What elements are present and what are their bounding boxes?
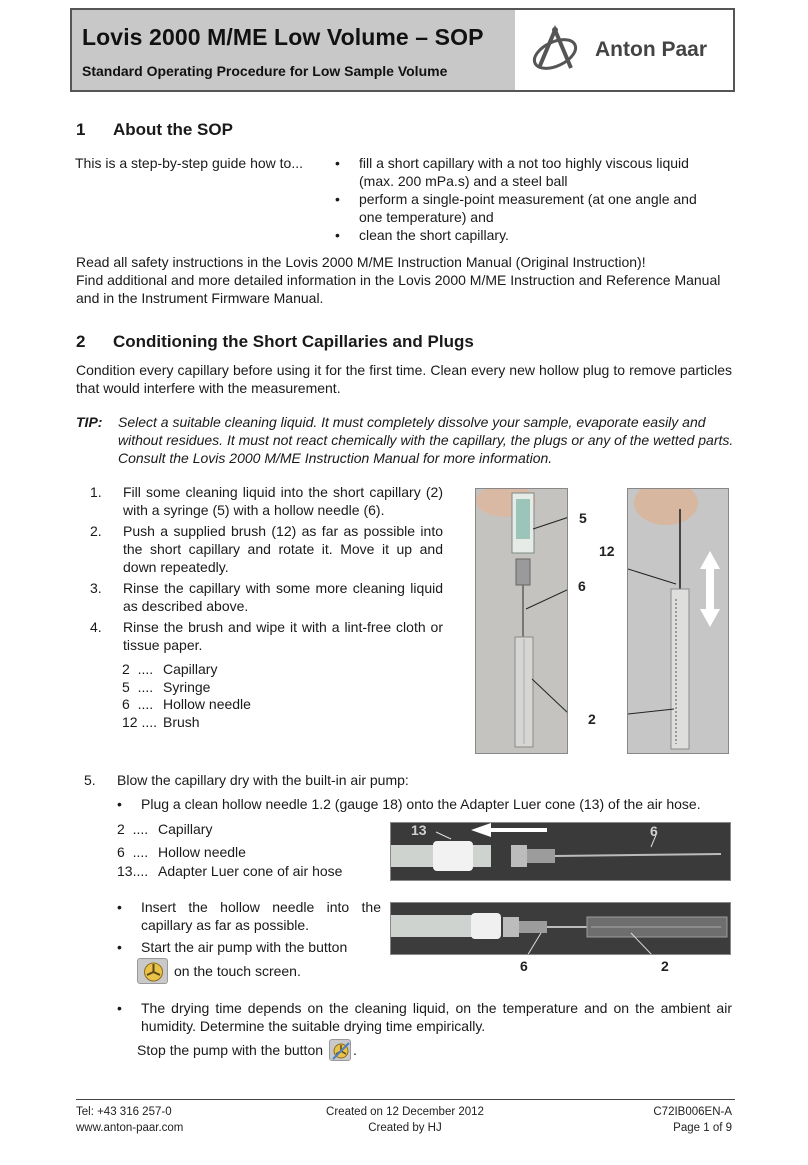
fan-pump-glyph bbox=[138, 959, 169, 985]
photo-label: 5 bbox=[579, 510, 587, 526]
step-item bbox=[76, 618, 443, 654]
fan-pump-stop-glyph bbox=[330, 1040, 352, 1062]
step-text: Rinse the brush and wipe it with a lint-free cloth or tissue paper. bbox=[123, 619, 443, 653]
step-5-bullet-drying bbox=[117, 999, 732, 1035]
legend-row bbox=[122, 714, 251, 732]
section-number: 1 bbox=[76, 120, 86, 139]
conditioning-steps bbox=[76, 483, 443, 654]
step-item bbox=[76, 771, 736, 789]
legend-row bbox=[117, 841, 342, 864]
tip-block bbox=[76, 413, 736, 467]
footer-page-number: Page 1 of 9 bbox=[673, 1122, 732, 1134]
stop-pump-period: . bbox=[353, 1042, 357, 1058]
section-title: Conditioning the Short Capillaries and Plugs bbox=[113, 332, 474, 351]
step-5-bullet-1 bbox=[117, 795, 737, 813]
legend-1 bbox=[122, 661, 251, 731]
step-text: Rinse the capillary with some more cleaning liquid as described above. bbox=[123, 580, 443, 614]
section-1-safety-note bbox=[76, 253, 736, 307]
photo-label: 12 bbox=[599, 543, 615, 559]
fan-pump-stop-icon bbox=[329, 1039, 351, 1061]
logo-block bbox=[515, 10, 733, 90]
section-2-intro: Condition every capillary before using it for the first time. Clean every new hollow plug to remove particles that would interfere with the measurement. bbox=[76, 362, 732, 396]
step-5-bullet-insert bbox=[117, 898, 381, 934]
footer-created-on: Created on 12 December 2012 bbox=[326, 1106, 484, 1118]
bullet-item bbox=[335, 154, 715, 190]
info-text: Find additional and more detailed information in the Lovis 2000 M/ME Instruction and Reference Manual and in the Instrument Firmware Manual. bbox=[76, 272, 721, 306]
tip-text: Select a suitable cleaning liquid. It must completely dissolve your sample, evaporate easily and without residues. It must not react chemically with the capillary, the plugs or any of the wetted parts. Consult the Lovis 2000 M/ME Instruction Manual for more information. bbox=[118, 414, 734, 466]
start-pump-line bbox=[137, 958, 301, 984]
safety-text: Read all safety instructions in the Lovis 2000 M/ME Instruction Manual (Original Instruction)! bbox=[76, 254, 646, 270]
photo-label: 13 bbox=[411, 822, 427, 838]
step-text: Push a supplied brush (12) as far as possible into the short capillary and rotate it. Move it up and down repeatedly. bbox=[123, 523, 443, 575]
photo-label: 6 bbox=[578, 578, 586, 594]
footer-doc-id: C72IB006EN-A bbox=[653, 1106, 732, 1118]
step-5-bullet-start bbox=[117, 938, 381, 956]
legend-value: Capillary bbox=[163, 661, 218, 677]
step-5 bbox=[76, 771, 736, 789]
bullet-dot: • bbox=[117, 939, 122, 955]
legend-row bbox=[122, 679, 251, 697]
bullet-dot: • bbox=[117, 1000, 122, 1016]
bullet-text: Plug a clean hollow needle 1.2 (gauge 18) onto the Adapter Luer cone (13) of the air hose. bbox=[141, 796, 701, 812]
syringe-capillary-illustration bbox=[476, 489, 568, 754]
section-number: 2 bbox=[76, 332, 86, 351]
step-item bbox=[76, 483, 443, 519]
photo-label: 2 bbox=[661, 958, 669, 974]
bullet-text: clean the short capillary. bbox=[359, 227, 509, 243]
footer-tel: Tel: +43 316 257-0 bbox=[76, 1106, 172, 1118]
legend-key: 13.... bbox=[117, 863, 149, 879]
bullet-item bbox=[335, 226, 715, 244]
bullet-dot: • bbox=[335, 191, 340, 207]
footer-center bbox=[300, 1104, 510, 1136]
legend-row bbox=[122, 661, 251, 679]
document-title: Lovis 2000 M/ME Low Volume – SOP bbox=[82, 24, 484, 50]
bullet-item bbox=[117, 898, 381, 934]
document-header bbox=[70, 8, 735, 92]
legend-2 bbox=[117, 818, 342, 881]
legend-key: 2 .... bbox=[117, 821, 149, 837]
footer-right bbox=[560, 1104, 732, 1136]
stop-pump-line bbox=[137, 1039, 357, 1061]
brush-capillary-illustration bbox=[628, 489, 729, 754]
legend-value: Hollow needle bbox=[158, 843, 246, 860]
step-item bbox=[76, 522, 443, 576]
photo-label: 6 bbox=[650, 823, 658, 839]
bullet-dot: • bbox=[335, 227, 340, 243]
bullet-text: perform a single-point measurement (at one angle and one temperature) and bbox=[359, 191, 697, 225]
step-number: 4. bbox=[90, 619, 102, 635]
footer-left bbox=[76, 1104, 183, 1136]
section-1-intro: This is a step-by-step guide how to... bbox=[75, 155, 303, 171]
legend-value: Hollow needle bbox=[163, 696, 251, 712]
brush-capillary-photo bbox=[627, 488, 729, 754]
logo-text: Anton Paar bbox=[595, 38, 708, 61]
section-1-heading bbox=[76, 120, 233, 140]
legend-row bbox=[117, 863, 342, 881]
legend-row bbox=[117, 818, 342, 841]
photo-label: 6 bbox=[520, 958, 528, 974]
bullet-item bbox=[335, 190, 715, 226]
section-title: About the SOP bbox=[113, 120, 233, 139]
bullet-item bbox=[117, 795, 737, 813]
legend-key: 2 .... bbox=[122, 661, 154, 677]
legend-value: Adapter Luer cone of air hose bbox=[158, 863, 343, 879]
section-1-bullet-list bbox=[335, 154, 715, 244]
legend-key: 6 .... bbox=[122, 696, 154, 712]
step-text: Blow the capillary dry with the built-in air pump: bbox=[117, 772, 409, 788]
step-number: 1. bbox=[90, 484, 102, 500]
luer-cone-needle-illustration bbox=[391, 823, 731, 881]
bullet-dot: • bbox=[117, 796, 122, 812]
bullet-text: fill a short capillary with a not too highly viscous liquid (max. 200 mPa.s) and a steel ball bbox=[359, 155, 689, 189]
stop-pump-text: Stop the pump with the button bbox=[137, 1042, 324, 1058]
needle-capillary-photo bbox=[390, 902, 731, 955]
document-subtitle: Standard Operating Procedure for Low Sample Volume bbox=[82, 63, 448, 79]
bullet-dot: • bbox=[117, 899, 122, 915]
footer-divider bbox=[76, 1099, 735, 1100]
fan-pump-icon bbox=[137, 958, 168, 984]
legend-key: 6 .... bbox=[117, 843, 149, 860]
header-title-block bbox=[72, 10, 515, 90]
legend-value: Syringe bbox=[163, 678, 211, 695]
tip-label: TIP: bbox=[76, 414, 103, 430]
legend-value: Capillary bbox=[158, 821, 213, 837]
step-item bbox=[76, 579, 443, 615]
footer-website: www.anton-paar.com bbox=[76, 1122, 184, 1134]
bullet-text: Start the air pump with the button bbox=[141, 939, 348, 955]
section-2-heading bbox=[76, 332, 474, 352]
step-number: 5. bbox=[84, 772, 96, 788]
bullet-text: Insert the hollow needle into the capillary as far as possible. bbox=[141, 899, 381, 933]
start-pump-text: on the touch screen. bbox=[174, 963, 301, 979]
legend-value: Brush bbox=[163, 713, 200, 730]
bullet-text: The drying time depends on the cleaning liquid, on the temperature and on the ambient air humidity. Determine the suitable drying time empirically. bbox=[141, 1000, 732, 1034]
footer-created-by: Created by HJ bbox=[368, 1122, 442, 1134]
anton-paar-logo-icon bbox=[525, 18, 589, 82]
legend-row bbox=[122, 696, 251, 714]
legend-key: 5 .... bbox=[122, 678, 154, 695]
legend-key: 12 .... bbox=[122, 713, 158, 730]
bullet-item bbox=[117, 999, 732, 1035]
bullet-item bbox=[117, 938, 381, 956]
bullet-dot: • bbox=[335, 155, 340, 171]
syringe-capillary-photo bbox=[475, 488, 568, 754]
step-text: Fill some cleaning liquid into the short capillary (2) with a syringe (5) with a hollow needle (6). bbox=[123, 484, 443, 518]
luer-cone-needle-photo bbox=[390, 822, 731, 881]
step-number: 2. bbox=[90, 523, 102, 539]
needle-capillary-illustration bbox=[391, 903, 731, 955]
step-number: 3. bbox=[90, 580, 102, 596]
photo-label: 2 bbox=[588, 711, 596, 727]
